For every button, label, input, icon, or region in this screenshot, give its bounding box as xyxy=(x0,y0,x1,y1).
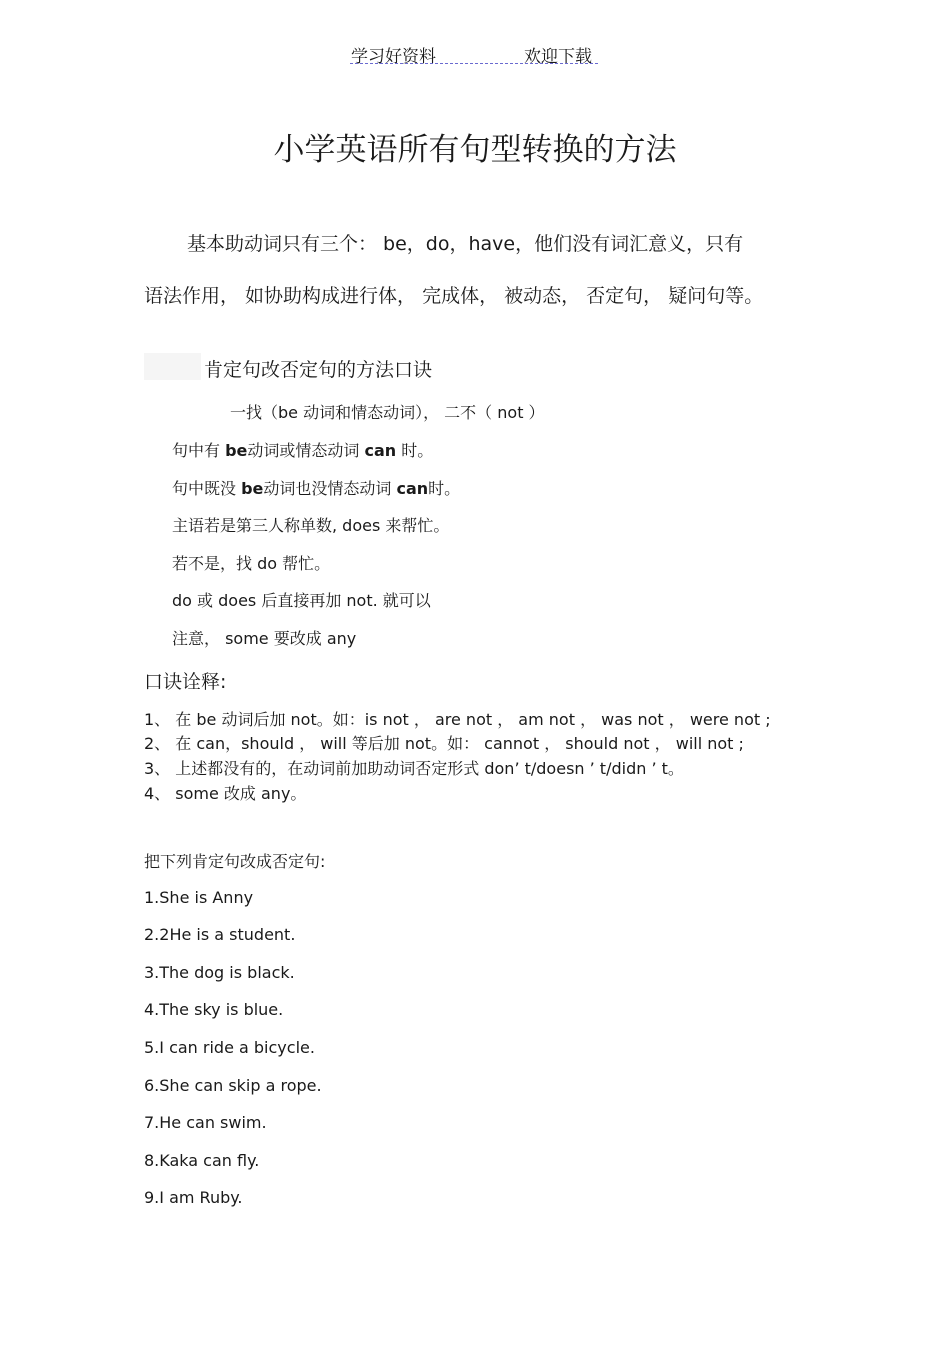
exercise-item-7: 7.He can swim. xyxy=(144,1113,267,1132)
explanation-item-3: 3、 上述都没有的，在动词前加助动词否定形式 don’ t/doesn ’ t/didn ’ t。 xyxy=(144,759,684,778)
exercise-item-1: 1.She is Anny xyxy=(144,888,254,907)
explanation-item-4: 4、 some 改成 any。 xyxy=(144,784,307,803)
rhyme-line-1: 一找（be 动词和情态动词）， 二不（ not ） xyxy=(230,403,545,422)
exercise-item-8: 8.Kaka can fly. xyxy=(144,1151,260,1170)
intro-line-2: 语法作用， 如协助构成进行体， 完成体， 被动态， 否定句， 疑问句等。 xyxy=(144,285,764,307)
section-2-title: 口诀诠释: xyxy=(144,671,227,693)
header-left-text: 学习好资料 xyxy=(351,47,436,67)
rhyme-bold-be: be xyxy=(225,441,248,460)
rhyme-line-4: 主语若是第三人称单数, does 来帮忙。 xyxy=(172,516,450,535)
rhyme-text: 句中既没 xyxy=(172,479,242,498)
exercise-item-9: 9.I am Ruby. xyxy=(144,1188,243,1207)
rhyme-bold-can: can xyxy=(396,479,429,498)
section-heading-marker xyxy=(144,353,201,380)
rhyme-text: 动词或情态动词 xyxy=(247,441,365,460)
header-dashed-rule xyxy=(350,63,598,64)
rhyme-text: 时。 xyxy=(396,441,434,460)
rhyme-bold-be: be xyxy=(241,479,264,498)
exercise-item-4: 4.The sky is blue. xyxy=(144,1000,284,1019)
exercise-item-2: 2.2He is a student. xyxy=(144,925,296,944)
explanation-item-2: 2、 在 can，should ， will 等后加 not。如： cannot ， should not ， will not ; xyxy=(144,734,744,753)
rhyme-line-6: do 或 does 后直接再加 not. 就可以 xyxy=(172,591,431,610)
rhyme-text: 动词也没情态动词 xyxy=(263,479,397,498)
header-right-text: 欢迎下载 xyxy=(524,47,592,67)
exercise-title: 把下列肯定句改成否定句: xyxy=(144,852,326,871)
exercise-item-3: 3.The dog is black. xyxy=(144,963,295,982)
page-title: 小学英语所有句型转换的方法 xyxy=(273,132,677,168)
explanation-item-1: 1、 在 be 动词后加 not。如：is not ， are not ， am not ， was not ， were not ; xyxy=(144,710,771,729)
rhyme-line-5: 若不是，找 do 帮忙。 xyxy=(172,554,331,573)
exercise-item-5: 5.I can ride a bicycle. xyxy=(144,1038,315,1057)
rhyme-line-7: 注意， some 要改成 any xyxy=(172,629,357,648)
rhyme-bold-can: can xyxy=(364,441,397,460)
rhyme-text: 时。 xyxy=(428,479,461,498)
section-1-title: 肯定句改否定句的方法口诀 xyxy=(204,359,433,381)
rhyme-line-2 xyxy=(172,438,433,461)
rhyme-text: 句中有 xyxy=(172,441,226,460)
intro-line-1: 基本助动词只有三个： be，do，have，他们没有词汇意义，只有 xyxy=(187,233,744,255)
rhyme-line-3 xyxy=(172,476,460,499)
exercise-item-6: 6.She can skip a rope. xyxy=(144,1076,322,1095)
